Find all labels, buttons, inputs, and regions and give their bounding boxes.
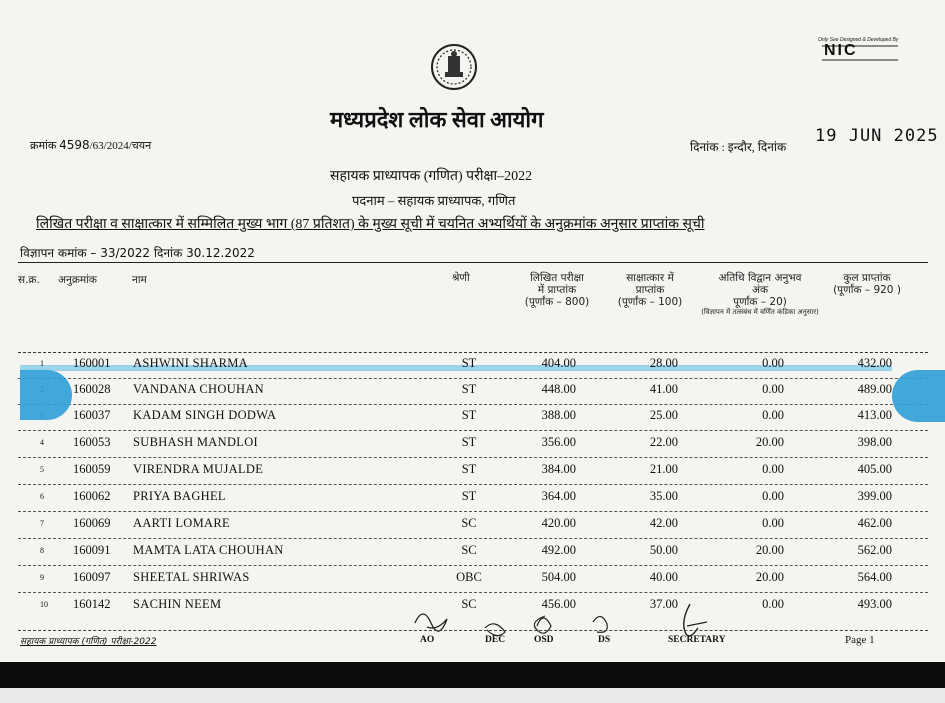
row-roll: 160062 bbox=[73, 489, 111, 503]
row-guest: 0.00 bbox=[762, 382, 784, 396]
row-category: ST bbox=[461, 408, 477, 422]
row-interview: 42.00 bbox=[649, 516, 678, 530]
row-name: MAMTA LATA CHOUHAN bbox=[133, 543, 284, 557]
table-row bbox=[0, 516, 945, 542]
post-name: पदनाम – सहायक प्राध्यापक, गणित bbox=[352, 193, 516, 208]
col-header-name: नाम bbox=[132, 274, 147, 286]
row-divider bbox=[18, 378, 928, 379]
col-header-guest bbox=[700, 272, 820, 316]
row-guest: 20.00 bbox=[755, 435, 784, 449]
row-total: 564.00 bbox=[857, 570, 892, 584]
row-category: SC bbox=[461, 516, 477, 530]
row-roll: 160028 bbox=[73, 382, 111, 396]
row-roll: 160001 bbox=[73, 356, 111, 370]
mppsc-emblem-icon bbox=[428, 42, 480, 92]
row-interview: 40.00 bbox=[649, 570, 678, 584]
row-interview: 50.00 bbox=[649, 543, 678, 557]
footer-exam-label: सहायक प्राध्यापक (गणित) परीक्षा-2022 bbox=[20, 637, 157, 647]
row-divider bbox=[18, 538, 928, 539]
row-roll: 160059 bbox=[73, 462, 111, 476]
row-category: SC bbox=[461, 597, 477, 611]
row-total: 398.00 bbox=[857, 435, 892, 449]
row-written: 504.00 bbox=[541, 570, 576, 584]
row-category: ST bbox=[461, 489, 477, 503]
row-total: 399.00 bbox=[857, 489, 892, 503]
row-name: SUBHASH MANDLOI bbox=[133, 435, 258, 449]
row-interview: 25.00 bbox=[649, 408, 678, 422]
row-divider bbox=[18, 565, 928, 566]
row-category: ST bbox=[461, 356, 477, 370]
row-category: ST bbox=[461, 382, 477, 396]
photo-border bbox=[0, 688, 945, 703]
col-header-interview bbox=[606, 272, 694, 308]
row-divider bbox=[18, 404, 928, 405]
table-row bbox=[0, 435, 945, 461]
row-sn: 1 bbox=[40, 359, 44, 368]
row-written: 384.00 bbox=[541, 462, 576, 476]
row-total: 493.00 bbox=[857, 597, 892, 611]
row-category: OBC bbox=[456, 570, 482, 584]
col-header-written bbox=[508, 272, 606, 308]
row-divider bbox=[18, 457, 928, 458]
row-sn: 6 bbox=[40, 492, 44, 501]
total-line-2: (पूर्णांक – 920 ) bbox=[833, 284, 901, 296]
row-name: VANDANA CHOUHAN bbox=[133, 382, 265, 396]
table-row bbox=[0, 489, 945, 515]
advertisement-number: विज्ञापन कमांक – 33/2022 दिनांक 30.12.2022 bbox=[20, 246, 255, 260]
row-guest: 0.00 bbox=[762, 516, 784, 530]
date-stamp: 19 JUN 2025 bbox=[815, 126, 939, 146]
row-guest: 20.00 bbox=[755, 570, 784, 584]
row-name: SACHIN NEEM bbox=[133, 597, 222, 611]
col-header-total bbox=[822, 272, 912, 296]
table-row bbox=[0, 382, 945, 408]
row-total: 413.00 bbox=[857, 408, 892, 422]
divider bbox=[18, 352, 928, 353]
row-roll: 160097 bbox=[73, 570, 111, 584]
row-written: 420.00 bbox=[541, 516, 576, 530]
row-interview: 28.00 bbox=[649, 356, 678, 370]
col-header-sn: स.क्र. bbox=[18, 274, 40, 286]
row-roll: 160053 bbox=[73, 435, 111, 449]
row-total: 405.00 bbox=[857, 462, 892, 476]
interview-line-1: साक्षात्कार में bbox=[626, 272, 674, 284]
row-category: ST bbox=[461, 462, 477, 476]
signature-dec: DEC bbox=[485, 635, 506, 645]
row-divider bbox=[18, 484, 928, 485]
row-guest: 0.00 bbox=[762, 489, 784, 503]
row-sn: 10 bbox=[40, 600, 48, 609]
row-roll: 160037 bbox=[73, 408, 111, 422]
row-written: 456.00 bbox=[541, 597, 576, 611]
table-row bbox=[0, 462, 945, 488]
row-name: AARTI LOMARE bbox=[133, 516, 230, 530]
guest-line-1: अतिथि विद्वान अनुभव bbox=[718, 272, 802, 284]
total-line-1: कुल प्राप्तांक bbox=[843, 272, 891, 284]
row-name: KADAM SINGH DODWA bbox=[133, 408, 277, 422]
ref-rest: /63/2024/चयन bbox=[89, 140, 152, 152]
row-roll: 160091 bbox=[73, 543, 111, 557]
row-sn: 5 bbox=[40, 465, 44, 474]
table-row bbox=[0, 543, 945, 569]
organization-title: मध्यप्रदेश लोक सेवा आयोग bbox=[330, 107, 544, 132]
row-interview: 37.00 bbox=[649, 597, 678, 611]
row-interview: 41.00 bbox=[649, 382, 678, 396]
divider bbox=[18, 630, 928, 631]
row-name: SHEETAL SHRIWAS bbox=[133, 570, 250, 584]
row-name: VIRENDRA MUJALDE bbox=[133, 462, 264, 476]
row-total: 462.00 bbox=[857, 516, 892, 530]
row-guest: 0.00 bbox=[762, 462, 784, 476]
row-written: 492.00 bbox=[541, 543, 576, 557]
guest-note: (विज्ञापन में तत्संबंध में वर्णित कंडिका अनुसार) bbox=[701, 308, 819, 316]
interview-line-3: (पूर्णांक – 100) bbox=[617, 296, 683, 308]
row-total: 562.00 bbox=[857, 543, 892, 557]
row-divider bbox=[18, 511, 928, 512]
row-interview: 35.00 bbox=[649, 489, 678, 503]
row-guest: 0.00 bbox=[762, 356, 784, 370]
row-name: ASHWINI SHARMA bbox=[133, 356, 248, 370]
divider bbox=[18, 262, 928, 263]
row-roll: 160069 bbox=[73, 516, 111, 530]
exam-name: सहायक प्राध्यापक (गणित) परीक्षा–2022 bbox=[330, 169, 533, 184]
row-sn: 9 bbox=[40, 573, 44, 582]
row-written: 364.00 bbox=[541, 489, 576, 503]
row-written: 388.00 bbox=[541, 408, 576, 422]
row-guest: 0.00 bbox=[762, 597, 784, 611]
written-line-3: (पूर्णांक – 800) bbox=[524, 296, 590, 308]
signature-ao: AO bbox=[420, 635, 435, 645]
written-line-1: लिखित परीक्षा bbox=[530, 272, 584, 284]
row-divider bbox=[18, 592, 928, 593]
date-label: दिनांक : इन्दौर, दिनांक bbox=[690, 140, 787, 154]
blur-mark bbox=[892, 370, 945, 422]
row-divider bbox=[18, 430, 928, 431]
row-guest: 0.00 bbox=[762, 408, 784, 422]
list-title: लिखित परीक्षा व साक्षात्कार में सम्मिलित मुख्य भाग (87 प्रतिशत) के मुख्य सूची में चयनित अभ्यर्थियों के अनुक्रमांक अनुसार प्राप्तांक सूची bbox=[36, 217, 705, 232]
row-sn: 8 bbox=[40, 546, 44, 555]
row-total: 432.00 bbox=[857, 356, 892, 370]
ref-label: क्रमांक bbox=[30, 140, 57, 152]
nic-logo-text: NIC bbox=[824, 42, 858, 59]
row-category: SC bbox=[461, 543, 477, 557]
row-sn: 4 bbox=[40, 438, 44, 447]
col-header-roll: अनुक्रमांक bbox=[58, 274, 97, 286]
nic-tagline: Only See Designed & Developed By bbox=[818, 37, 899, 43]
row-sn: 7 bbox=[40, 519, 44, 528]
row-name: PRIYA BAGHEL bbox=[133, 489, 226, 503]
row-total: 489.00 bbox=[857, 382, 892, 396]
table-row bbox=[0, 570, 945, 596]
signature-osd: OSD bbox=[534, 635, 554, 645]
guest-line-2: अंक bbox=[751, 284, 769, 296]
ref-handwritten: 4598 bbox=[59, 138, 90, 152]
row-written: 448.00 bbox=[541, 382, 576, 396]
row-guest: 20.00 bbox=[755, 543, 784, 557]
row-interview: 22.00 bbox=[649, 435, 678, 449]
written-line-2: में प्राप्तांक bbox=[537, 284, 577, 296]
reference-number bbox=[30, 138, 151, 153]
signature-ds: DS bbox=[598, 635, 611, 645]
row-written: 404.00 bbox=[541, 356, 576, 370]
row-roll: 160142 bbox=[73, 597, 111, 611]
photo-border bbox=[0, 662, 945, 688]
row-interview: 21.00 bbox=[649, 462, 678, 476]
table-row bbox=[0, 356, 945, 382]
row-category: ST bbox=[461, 435, 477, 449]
col-header-category: श्रेणी bbox=[452, 272, 470, 284]
blur-mark bbox=[20, 370, 72, 420]
interview-line-2: प्राप्तांक bbox=[635, 284, 665, 296]
page-number: Page 1 bbox=[845, 634, 875, 646]
row-written: 356.00 bbox=[541, 435, 576, 449]
guest-line-3: पूर्णांक – 20) bbox=[733, 296, 787, 308]
table-row bbox=[0, 408, 945, 434]
signature-secretary: SECRETARY bbox=[668, 635, 726, 645]
